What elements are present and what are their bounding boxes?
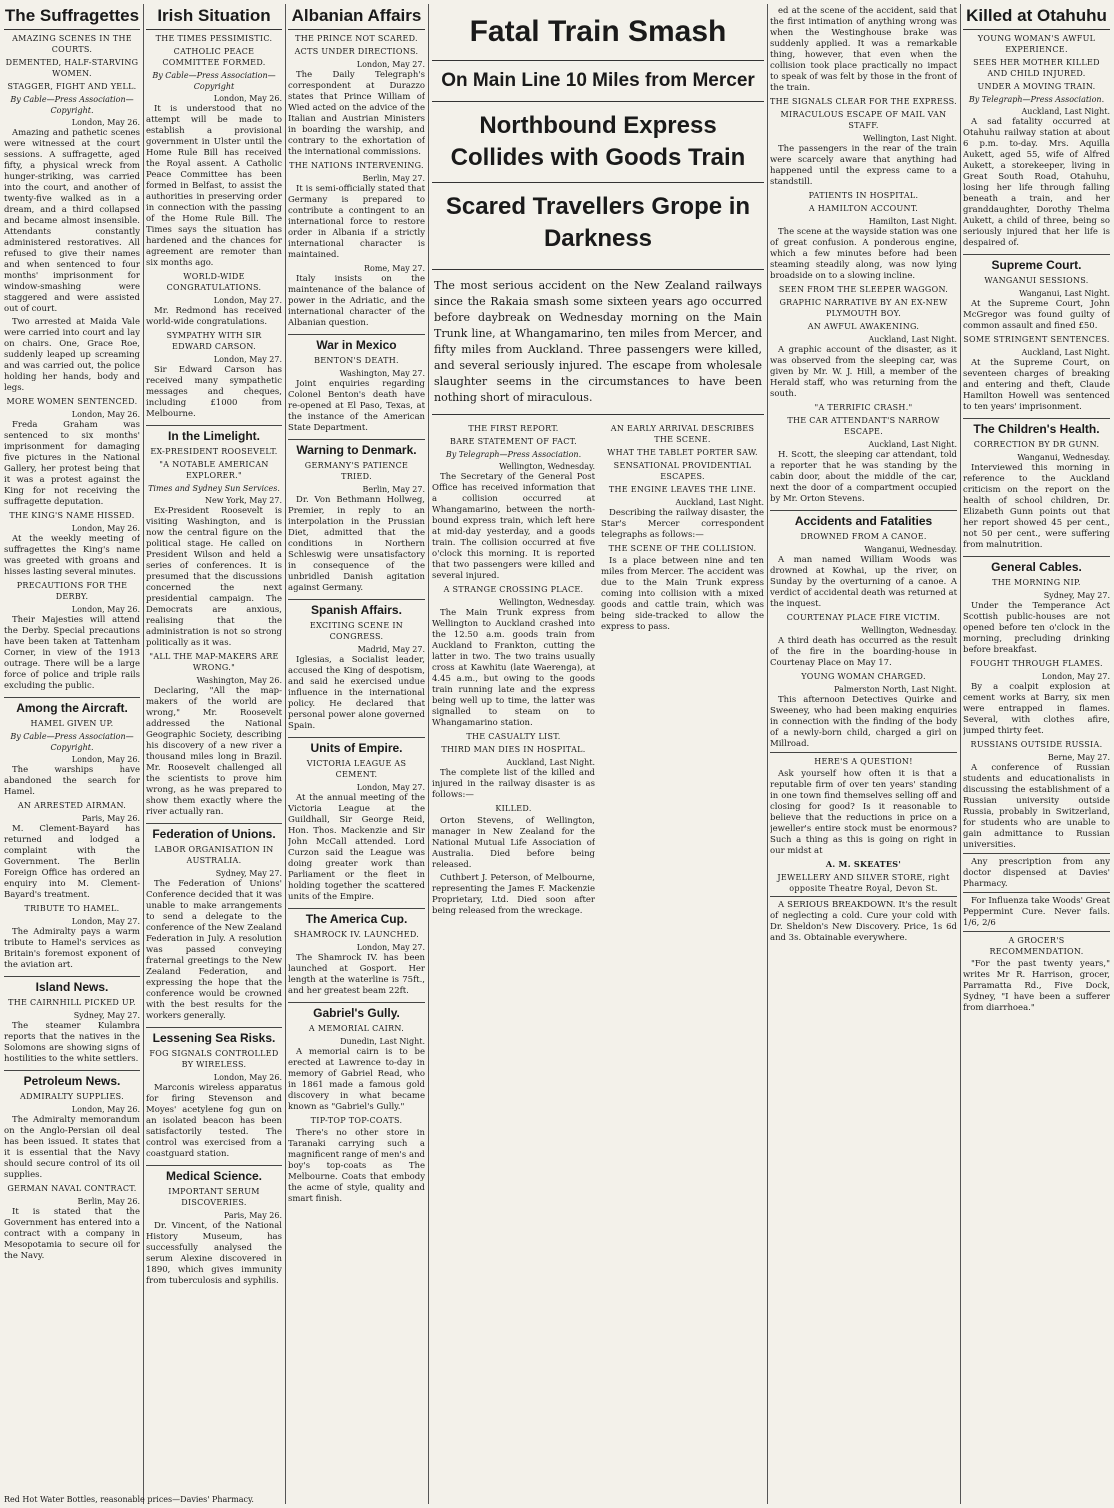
subheading: "A TERRIFIC CRASH." [814, 403, 913, 412]
dateline: Wanganui, Last Night. [1019, 289, 1110, 298]
article-text: Ex-President Roosevelt is visiting Washington, and is now the central figure on the political stage. He called on President Wilson and held a series of conferences. It is presumed that the discussions concerned the next presidential campaign. The Democrats are anxious, realising that the administration is not so strong politically as it was. [146, 506, 282, 648]
section-heading: Petroleum News. [4, 1070, 140, 1089]
column-suffragettes [4, 6, 140, 1502]
subheading: GERMANY'S PATIENCE TRIED. [304, 461, 409, 481]
dateline: London, May 26. [213, 94, 282, 103]
subheading: THE FIRST REPORT. [468, 424, 559, 433]
dateline: Wellington, Wednesday. [499, 462, 595, 471]
subheading: WORLD-WIDE CONGRATULATIONS. [166, 272, 262, 292]
article-text: Freda Graham was sentenced to six months' imprisonment for damaging five pictures in the National Gallery, her protest being that it was a protest against the King for not receiving the suffragette deputation. [4, 420, 140, 507]
subheading: A STRANGE CROSSING PLACE. [443, 585, 584, 594]
subheading: ACTS UNDER DIRECTIONS. [294, 47, 419, 56]
advert-text: JEWELLERY AND SILVER STORE, right opposite Theatre Royal, Devon St. [777, 873, 950, 893]
article-text: The Daily Telegraph's correspondent at Durazzo states that Prince William of Wied acted on the advice of the Italian and Austrian Ministers in boarding the warship, and contrary to the exhortation of the international commissions. [288, 70, 425, 157]
article-text: There's no other store in Taranaki carrying such a magnificent range of men's and boy's top-coats as The Melbourne. Coats that embody the acme of style, quality and smart finish. [288, 1128, 425, 1204]
subheading: "ALL THE MAP-MAKERS ARE WRONG." [149, 652, 279, 672]
article-text: The Secretary of the General Post Office has received information that a collision occurred at Whangamarino, between the north-bound express train, which left here at mid-day yesterday, and a goods train. The collision occurred at five o'clock this morning. It is reported that two passengers were killed and several injured. [432, 472, 595, 581]
section-heading: Gabriel's Gully. [288, 1002, 425, 1021]
article-text: Dr. Von Bethmann Hollweg, Premier, in reply to an interpolation in the Prussian Diet, admitted that the conditions in Northern Schleswig were unsatisfactory in consequence of the unbridled Danish agitation against Germany. [288, 495, 425, 593]
article-text: A third death has occurred as the result of the fire in the boarding-house in Courtenay Place on May 17. [770, 636, 957, 668]
dateline: Paris, May 26. [81, 814, 140, 823]
subheading: RUSSIANS OUTSIDE RUSSIA. [970, 740, 1103, 749]
section-heading: Among the Aircraft. [4, 697, 140, 716]
section-heading: Medical Science. [146, 1165, 282, 1184]
dateline: London, May 27. [71, 917, 140, 926]
article-text: Interviewed this morning in reference to the Auckland criticism on the report on the health of school children, Dr. Elizabeth Gunn points out that her report showed 45 per cent., not 50 per cent., were suffering from malnutrition. [963, 463, 1110, 550]
section-heading: The Children's Health. [963, 418, 1110, 437]
subheading: UNDER A MOVING TRAIN. [977, 82, 1096, 91]
dateline: Sydney, May 27. [73, 1011, 140, 1020]
column-rule [428, 4, 429, 1504]
dateline: London, May 27. [213, 355, 282, 364]
dateline: Auckland, Last Night. [1021, 348, 1110, 357]
subheading: AN EARLY ARRIVAL DESCRIBES THE SCENE. [610, 424, 755, 444]
article-text: The Admiralty pays a warm tribute to Hamel's services as Britain's foremost exponent of the aviation art. [4, 927, 140, 970]
article-text: Under the Temperance Act Scottish public-houses are not opened before ten o'clock in the morning, precluding drinking before breakfast. [963, 601, 1110, 655]
subheading: SHAMROCK IV. LAUNCHED. [293, 930, 420, 939]
advert-text: Ask yourself how often it is that a reputable firm of over ten years' standing in one town find themselves selling off and closing for good? Is it reasonable to believe that the reductions in price on a jeweller's entire stock must be enormous? Such a thing as this is going on right in our midst at [770, 769, 957, 856]
subheading: GERMAN NAVAL CONTRACT. [7, 1184, 137, 1193]
subheading: AN ARRESTED AIRMAN. [17, 801, 127, 810]
subheading: "A NOTABLE AMERICAN EXPLORER." [159, 460, 269, 480]
credit-line: By Cable—Press Association—Copyright. [10, 732, 134, 752]
dateline: Auckland, Last Night. [868, 335, 957, 344]
column-killed-at-otahuhu [963, 6, 1110, 1502]
subheading: MORE WOMEN SENTENCED. [6, 397, 138, 406]
subheading: YOUNG WOMAN CHARGED. [801, 672, 926, 681]
subheading: HAMEL GIVEN UP. [30, 719, 114, 728]
subheading: VICTORIA LEAGUE AS CEMENT. [306, 759, 407, 779]
article-text: At the weekly meeting of suffragettes the King's name was greeted with groans and hisses lasting several minutes. [4, 534, 140, 577]
column-albanian-affairs [288, 6, 425, 1502]
article-text: Declaring, "All the map-makers of the world are wrong," Mr. Roosevelt addressed the National Geographic Society, describing his discovery of a new river a thousand miles long in Brazil. Mr. Roosevelt challenged all the scientists to prove him wrong, as he was prepared to show them exactly where the river actually ran. [146, 686, 282, 817]
dateline: London, May 27. [356, 783, 425, 792]
subheading: KILLED. [495, 804, 532, 813]
section-heading: The America Cup. [288, 908, 425, 927]
subheading: THE TIMES PESSIMISTIC. [155, 34, 273, 43]
dateline: Wellington, Wednesday. [499, 598, 595, 607]
dateline: Wanganui, Wednesday. [864, 545, 957, 554]
column-train-continued [770, 6, 957, 1502]
column-rule [767, 4, 768, 1504]
advert-text: "For the past twenty years," writes Mr R. Harrison, grocer, Parramatta Rd., Five Dock, Sydney, "I have been a sufferer from diarrhoea." [963, 959, 1110, 1013]
article-text: Their Majesties will attend the Derby. Special precautions have been taken at Tattenham Corner, in view of the 1913 outrage. There will be a large force of police and triple rails excluding the public. [4, 615, 140, 691]
credit-line: By Telegraph—Press Association. [445, 450, 582, 459]
article-text: It is understood that no attempt will be made to establish a provisional government in Ulster until the Home Rule Bill has received the Royal assent. A Catholic Peace Committee has been formed in Belfast, to assist the authorities in preserving order in connection with the passing of the Home Rule Bill. The Times says the situation has hardened and the chances for agreement are remoter than six months ago. [146, 104, 282, 268]
article-text: By a coalpit explosion at cement works at Barry, six men were entrapped in flames. Several, with clothes afire, jumped thirty feet. [963, 682, 1110, 736]
column-rule [960, 4, 961, 1504]
subheading: EX-PRESIDENT ROOSEVELT. [150, 447, 278, 456]
subheading: THE MORNING NIP. [992, 578, 1081, 587]
article-text: H. Scott, the sleeping car attendant, told a reporter that he was standing by the cabin door, about the middle of the car, next the door of a compartment occupied by Mr. Orton Stevens. [770, 450, 957, 504]
article-text: A conference of Russian students and educationalists in discussing the establishment of a Russian university outside Russia, probably in Switzerland, for students who are unable to gain admittance to Russian universities. [963, 763, 1110, 850]
subheading: THE KING'S NAME HISSED. [9, 511, 135, 520]
advert-heading: A GROCER'S RECOMMENDATION. [963, 931, 1110, 957]
advert-text: For Influenza take Woods' Great Peppermint Cure. Never fails. 1/6, 2/6 [963, 892, 1110, 929]
subheading: WHAT THE TABLET PORTER SAW. [607, 448, 758, 457]
article-text: The Federation of Unions' Conference decided that it was unable to make arrangements to send a delegate to the conference of the New Zealand Federation in July. A resolution was passed conveying fraternal greetings to the New Zealand Federation, and expressing the hope that the conference would be crowned with the best results for the workers generally. [146, 879, 282, 1021]
article-text: A sad fatality occurred at Otahuhu railway station at about 6 p.m. to-day. Mrs. Aquilla Aukett, aged 55, wife of Alfred Aukett, a storekeeper, living in Great South Road, Otahuhu, losing her life through falling beneath a train, and her granddaughter, Dorothy Thelma Aukett, a child of three, being so seriously injured that her life is despaired of. [963, 117, 1110, 248]
article-text: This afternoon Detectives Quirke and Sweeney, who had been making enquiries in connection with the finding of the body of a newly-born child, charged a girl on Millroad. [770, 695, 957, 749]
subheading: THE SCENE OF THE COLLISION. [608, 544, 757, 553]
article-text: Amazing and pathetic scenes were witnessed at the court sessions. A suffragette, aged fifty, a physical wreck from hunger-striking, was carried into the court, and another of twenty-five walked as in a dream, and a third collapsed and became almost insensible. Attendants constantly administered restoratives. All refused to give their names and when sentenced to four months' imprisonment for window-smashing were staggered and were assisted out of court. [4, 128, 140, 314]
article-text: It is semi-officially stated that Germany is prepared to contribute a contingent to an international force to restore order in Albania if a strictly international character is maintained. [288, 184, 425, 260]
subheading: THE ENGINE LEAVES THE LINE. [608, 485, 757, 494]
dateline: Auckland, Last Night. [506, 758, 595, 767]
subheading: SOME STRINGENT SENTENCES. [963, 335, 1110, 344]
subheading: AMAZING SCENES IN THE COURTS. [12, 34, 132, 54]
article-text: A man named William Woods was drowned at Kowhai, up the river, on Sunday by the overturning of a canoe. A verdict of accidental death was returned at the inquest. [770, 555, 957, 609]
section-heading: Spanish Affairs. [288, 599, 425, 618]
article-text: The scene at the wayside station was one of great confusion. A ponderous engine, which a few minutes before had been steaming steadily along, was now lying broadside on to a slowing incline. [770, 227, 957, 281]
section-heading: Supreme Court. [963, 254, 1110, 273]
article-text: The steamer Kulambra reports that the natives in the Solomons are showing signs of hostilities to the white settlers. [4, 1021, 140, 1064]
dateline: Auckland, Last Night. [675, 498, 764, 507]
subheading: A MEMORIAL CAIRN. [308, 1024, 405, 1033]
subheading: CORRECTION BY DR GUNN. [973, 440, 1100, 449]
column-rule [285, 4, 286, 1504]
subheading: THE CAIRNHILL PICKED UP. [8, 998, 136, 1007]
subheading: SEES HER MOTHER KILLED AND CHILD INJURED. [973, 58, 1100, 78]
feature-columns [432, 421, 764, 919]
section-heading: General Cables. [963, 556, 1110, 575]
subheading: DEMENTED, HALF-STARVING WOMEN. [5, 58, 139, 78]
dateline: London, May 26. [71, 1105, 140, 1114]
subheading: FOG SIGNALS CONTROLLED BY WIRELESS. [149, 1049, 279, 1069]
dateline: Sydney, May 27. [215, 869, 282, 878]
column-heading: Irish Situation [146, 6, 282, 30]
subheading: AN AWFUL AWAKENING. [807, 322, 920, 331]
dateline: Palmerston North, Last Night. [834, 685, 957, 694]
column-heading: The Suffragettes [4, 6, 140, 30]
article-text: It is stated that the Government has entered into a contract with a company in Mesopotamia to secure oil for the Navy. [4, 1207, 140, 1261]
article-text: Dr. Vincent, of the National History Museum, has successfully analysed the serum Alexine discovered in 1890, which gives immunity from tuberculosis and syphilis. [146, 1221, 282, 1286]
dateline: Madrid, May 27. [357, 645, 425, 654]
subheading: THE PRINCE NOT SCARED. [295, 34, 418, 43]
dateline: London, May 27. [356, 60, 425, 69]
advert-text: Any prescription from any doctor dispensed at Davies' Pharmacy. [963, 853, 1110, 890]
subheading: SENSATIONAL PROVIDENTIAL ESCAPES. [613, 461, 752, 481]
subheading: ADMIRALTY SUPPLIES. [20, 1092, 124, 1101]
article-text: The Main Trunk express from Wellington to Auckland crashed into the 12.50 a.m. goods train from Auckland to Frankton, cutting the latter in two. The two trains usually cross at Kawhitu (late Waerenga), at 4.45 a.m., but owing to the goods train running late and the express being well up to time, the latter was signalled to steam on to Whangamarino station. [432, 608, 595, 728]
subheading: THE CASUALTY LIST. [466, 732, 561, 741]
article-text: Cuthbert J. Peterson, of Melbourne, representing the James F. Mackenzie Proprietary, Ltd. Died soon after being released from the wreckage. [432, 873, 595, 916]
subheading: EXCITING SCENE IN CONGRESS. [309, 621, 404, 641]
article-text: ed at the scene of the accident, said that the first intimation of anything wrong was when the Westinghouse brake was suddenly applied. It was a remarkable thing, however, that even when the collision took place practically no impact to speak of was felt by those in the front of the train. [770, 6, 957, 93]
column-heading: Killed at Otahuhu [963, 6, 1110, 30]
article-text: Mr. Redmond has received world-wide congratulations. [146, 306, 282, 327]
article-text: The passengers in the rear of the train were scarcely aware that anything had happened until the express came to a standstill. [770, 144, 957, 187]
dateline: Rome, May 27. [364, 264, 425, 273]
subheading: GRAPHIC NARRATIVE BY AN EX-NEW PLYMOUTH BOY. [779, 298, 948, 318]
headline-deck: On Main Line 10 Miles from Mercer [432, 60, 764, 93]
dateline: London, May 26. [71, 605, 140, 614]
article-text: The warships have abandoned the search for Hamel. [4, 765, 140, 797]
subheading: LABOR ORGANISATION IN AUSTRALIA. [154, 845, 274, 865]
column-rule [143, 4, 144, 1504]
subheading: THE CAR ATTENDANT'S NARROW ESCAPE. [787, 416, 940, 436]
credit-line: By Cable—Press Association—Copyright [152, 71, 276, 91]
subheading: A HAMILTON ACCOUNT. [808, 204, 919, 213]
article-text: Two arrested at Maida Vale were carried into court and lay on chairs. One, Grace Roe, suddenly leaped up screaming and was carried out, the police holding her hands, body and legs. [4, 317, 140, 393]
dateline: London, May 26. [71, 410, 140, 419]
article-text: Iglesias, a Socialist leader, accused the King of despotism, and said he exercised undue influence in the international policy. He declared that personal power alone governed Spain. [288, 655, 425, 731]
dateline: Berlin, May 27. [362, 174, 425, 183]
dateline: London, May 26. [71, 524, 140, 533]
dateline: Wanganui, Wednesday. [1017, 453, 1110, 462]
article-text: Is a place between nine and ten miles from Mercer. The accident was due to the Main Trunk express coming into collision with a mixed goods and cattle train, which was being side-tracked to allow the express to pass. [601, 556, 764, 632]
article-text: Orton Stevens, of Wellington, manager in New Zealand for the National Mutual Life Association of Australia. Died before being released. [432, 816, 595, 870]
dateline: London, May 27. [213, 296, 282, 305]
article-text: The Admiralty memorandum on the Anglo-Persian oil deal has been issued. It states that it is essential that the Navy should secure control of its oil supplies. [4, 1115, 140, 1180]
subheading: WANGANUI SESSIONS. [984, 276, 1089, 285]
article-text: The complete list of the killed and injured in the railway disaster is as follows:— [432, 768, 595, 800]
subheading: SEEN FROM THE SLEEPER WAGGON. [778, 285, 949, 294]
subheading: FOUGHT THROUGH FLAMES. [970, 659, 1103, 668]
dateline: Berlin, May 26. [77, 1197, 140, 1206]
dateline: Paris, May 26. [223, 1211, 282, 1220]
subheading: DROWNED FROM A CANOE. [800, 532, 927, 541]
subheading: THE NATIONS INTERVENING. [289, 161, 424, 170]
section-heading: Lessening Sea Risks. [146, 1027, 282, 1046]
article-text: M. Clement-Bayard has returned and lodged a complaint with the Government. The Berlin Foreign Office has ordered an enquiry into M. Clement-Bayard's treatment. [4, 824, 140, 900]
subheading: THE SIGNALS CLEAR FOR THE EXPRESS. [770, 97, 957, 106]
lead-paragraph: The most serious accident on the New Zealand railways since the Rakaia smash some sixteen years ago occurred before daybreak on Wednesday morning on the Main Trunk line, at Whangamarino, ten miles from Mercer, and fifty miles from Auckland. Three passengers were killed, and several seriously injured. The escape from wholesale slaughter seems in the circumstances to have been nothing short of miraculous. [432, 269, 764, 415]
dateline: London, May 26. [213, 1073, 282, 1082]
section-heading: Accidents and Fatalities [770, 510, 957, 529]
subheading: BARE STATEMENT OF FACT. [450, 437, 577, 446]
subheading: IMPORTANT SERUM DISCOVERIES. [168, 1187, 260, 1207]
feature-train-smash [432, 6, 764, 1502]
section-heading: Units of Empire. [288, 737, 425, 756]
subheading: TRIBUTE TO HAMEL. [24, 904, 120, 913]
main-headline: Fatal Train Smash [469, 15, 727, 48]
credit-line: By Telegraph—Press Association. [968, 95, 1105, 104]
column-heading: Albanian Affairs [288, 6, 425, 30]
subheading: PRECAUTIONS FOR THE DERBY. [16, 581, 128, 601]
dateline: London, May 27. [356, 943, 425, 952]
dateline: Washington, May 26. [196, 676, 282, 685]
article-text: At the Supreme Court, on seventeen charges of breaking and entering and theft, Claude Hamilton Howell was sentenced to ten years' imprisonment. [963, 358, 1110, 412]
credit-line: By Cable—Press Association—Copyright. [10, 95, 134, 115]
section-heading: Federation of Unions. [146, 823, 282, 842]
advert-heading: HERE'S A QUESTION! [770, 752, 957, 767]
subheading: MIRACULOUS ESCAPE OF MAIL VAN STAFF. [780, 110, 947, 130]
headline-deck: Northbound Express Collides with Goods Train [432, 101, 764, 174]
section-heading: In the Limelight. [146, 425, 282, 444]
subheading: SYMPATHY WITH SIR EDWARD CARSON. [166, 331, 262, 351]
section-heading: Island News. [4, 976, 140, 995]
feature-column-left [432, 421, 595, 919]
dateline: Berne, May 27. [1047, 753, 1110, 762]
article-text: Sir Edward Carson has received many sympathetic messages and cheques, including £1000 from Melbourne. [146, 365, 282, 419]
article-text: The Shamrock IV. has been launched at Gosport. Her length at the waterline is 75ft., and her greatest beam 22ft. [288, 953, 425, 996]
dateline: Wellington, Wednesday. [861, 626, 957, 635]
credit-line: Times and Sydney Sun Services. [148, 484, 280, 493]
subheading: YOUNG WOMAN'S AWFUL EXPERIENCE. [977, 34, 1096, 54]
article-text: A graphic account of the disaster, as it was observed from the sleeping car, was given by Mr. W. J. Hill, a member of the Herald staff, who was returning from the south. [770, 345, 957, 399]
dateline: Washington, May 27. [339, 369, 425, 378]
subheading: STAGGER, FIGHT AND YELL. [7, 82, 137, 91]
dateline: London, May 27. [1041, 672, 1110, 681]
subheading: PATIENTS IN HOSPITAL. [808, 191, 919, 200]
dateline: Wellington, Last Night. [862, 134, 957, 143]
dateline: Hamilton, Last Night. [868, 217, 957, 226]
dateline: Dunedin, Last Night. [340, 1037, 425, 1046]
subheading: THIRD MAN DIES IN HOSPITAL. [441, 745, 586, 754]
footer-advert: Red Hot Water Bottles, reasonable prices—Davies' Pharmacy. [4, 1495, 254, 1504]
article-text: Italy insists on the maintenance of the balance of power in the Adriatic, and the international character of the Albanian question. [288, 274, 425, 328]
dateline: London, May 26. [71, 755, 140, 764]
dateline: New York, May 27. [204, 496, 282, 505]
dateline: London, May 26. [71, 118, 140, 127]
article-text: Marconis wireless apparatus for firing Stevenson and Moyes' acetylene fog gun on an isolated beacon has been satisfactorily tested. The control was exercised from a coastguard station. [146, 1083, 282, 1159]
feature-column-right [601, 421, 764, 919]
article-text: At the annual meeting of the Victoria League at the Guildhall, Sir George Reid, Hon. Thos. Mackenzie and Sir John McCall attended. Lord Curzon said the League was doing greater work than Parliament or the fleet in holding together the scattered units of the Empire. [288, 793, 425, 902]
advert-text: A SERIOUS BREAKDOWN. It's the result of neglecting a cold. Cure your cold with Dr. Sheldon's New Discovery. Price, 1s 6d and 3s. Obtainable everywhere. [770, 896, 957, 944]
dateline: Berlin, May 27. [362, 485, 425, 494]
subheading: COURTENAY PLACE FIRE VICTIM. [786, 613, 941, 622]
subheading: CATHOLIC PEACE COMMITTEE FORMED. [162, 47, 266, 67]
section-heading: Warning to Denmark. [288, 439, 425, 458]
subheading: BENTON'S DEATH. [314, 356, 399, 365]
dateline: Auckland, Last Night. [868, 440, 957, 449]
article-text: A memorial cairn is to be erected at Lawrence to-day in memory of Gabriel Read, who in 1861 made a famous gold discovery in what became known as "Gabriel's Gully." [288, 1047, 425, 1112]
section-heading: War in Mexico [288, 334, 425, 353]
advert-name: A. M. SKEATES' [825, 859, 902, 869]
dateline: Sydney, May 27. [1043, 591, 1110, 600]
dateline: Auckland, Last Night. [1021, 107, 1110, 116]
article-text: Describing the railway disaster, the Star's Mercer correspondent telegraphs as follows:— [601, 508, 764, 540]
headline-deck: Scared Travellers Grope in Darkness [432, 182, 764, 255]
article-text: At the Supreme Court, John McGregor was found guilty of common assault and fined £50. [963, 299, 1110, 331]
article-text: Joint enquiries regarding Colonel Benton's death have re-opened at El Paso, Texas, at the instance of the American State Department. [288, 379, 425, 433]
column-irish-situation [146, 6, 282, 1502]
subheading: TIP-TOP TOP-COATS. [310, 1116, 403, 1125]
